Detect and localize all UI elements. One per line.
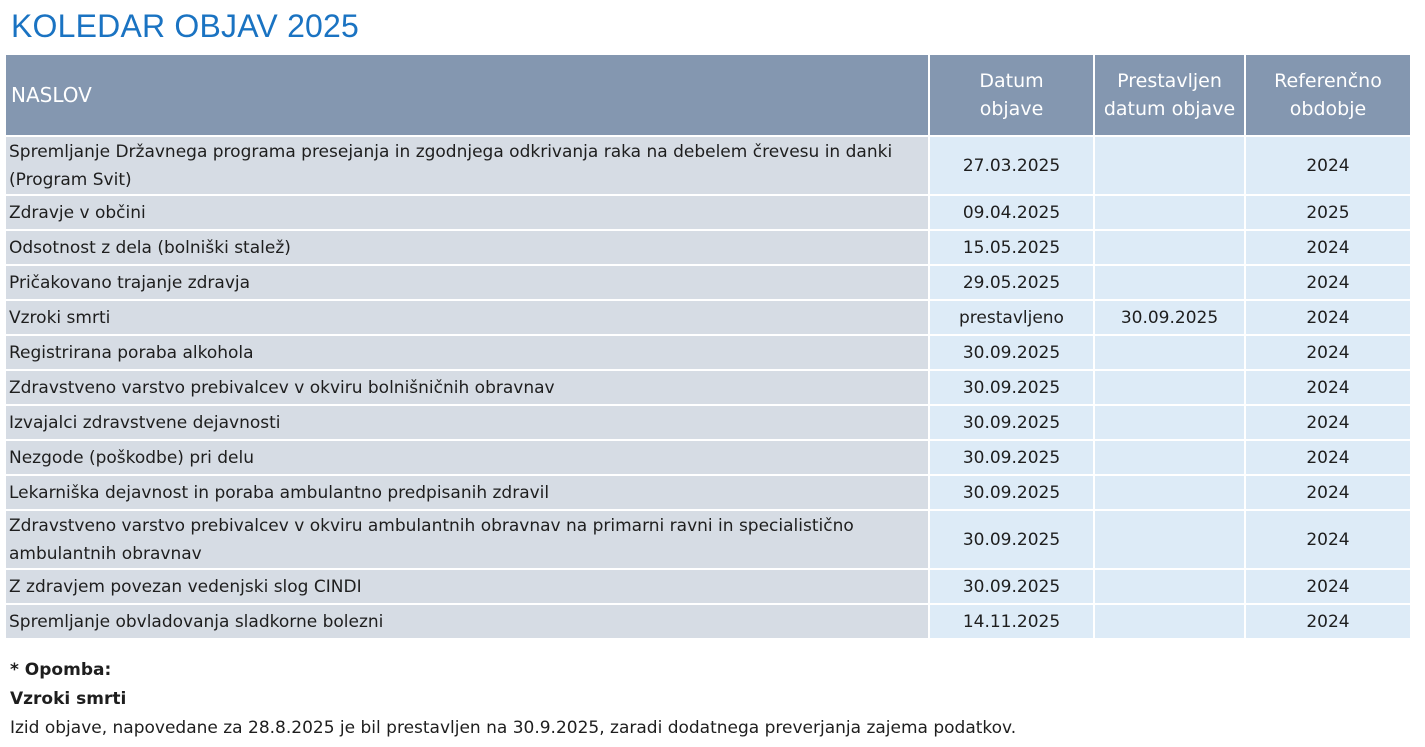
row-publication-date-cell: 29.05.2025 [930, 266, 1095, 301]
row-publication-date-cell: 30.09.2025 [930, 406, 1095, 441]
publication-calendar-table [6, 55, 1412, 640]
column-header-rescheduled-date: Prestavljen datum objave [1095, 55, 1246, 137]
row-rescheduled-date-cell [1095, 266, 1246, 301]
row-publication-date-cell: 30.09.2025 [930, 336, 1095, 371]
row-publication-date-cell: 15.05.2025 [930, 231, 1095, 266]
row-publication-date-cell: 27.03.2025 [930, 137, 1095, 196]
row-reference-period-cell: 2024 [1246, 441, 1412, 476]
row-publication-date-cell: 30.09.2025 [930, 476, 1095, 511]
row-reference-period-cell: 2024 [1246, 336, 1412, 371]
table-row [6, 301, 1412, 336]
column-header-reference-period: Referenčno obdobje [1246, 55, 1412, 137]
row-title-cell: Lekarniška dejavnost in poraba ambulantno predpisanih zdravil [6, 476, 930, 511]
row-publication-date-cell: 14.11.2025 [930, 605, 1095, 640]
table-row [6, 406, 1412, 441]
row-publication-date-cell: 30.09.2025 [930, 570, 1095, 605]
table-row [6, 196, 1412, 231]
row-title-cell: Zdravstveno varstvo prebivalcev v okviru bolnišničnih obravnav [6, 371, 930, 406]
table-row [6, 371, 1412, 406]
row-title-cell: Z zdravjem povezan vedenjski slog CINDI [6, 570, 930, 605]
footnote [10, 656, 1016, 743]
row-reference-period-cell: 2024 [1246, 137, 1412, 196]
row-rescheduled-date-cell [1095, 476, 1246, 511]
footnote-heading: * Opomba: [10, 660, 112, 680]
row-title-cell: Pričakovano trajanje zdravja [6, 266, 930, 301]
row-reference-period-cell: 2024 [1246, 476, 1412, 511]
row-title-cell: Nezgode (poškodbe) pri delu [6, 441, 930, 476]
row-rescheduled-date-cell [1095, 196, 1246, 231]
table-row [6, 476, 1412, 511]
row-reference-period-cell: 2024 [1246, 406, 1412, 441]
table-header-row [6, 55, 1412, 137]
row-rescheduled-date-cell [1095, 336, 1246, 371]
table-row [6, 511, 1412, 570]
table-row [6, 137, 1412, 196]
row-reference-period-cell: 2024 [1246, 570, 1412, 605]
table-row [6, 570, 1412, 605]
row-title-cell: Spremljanje Državnega programa presejanja in zgodnjega odkrivanja raka na debelem črevesu in danki (Program Svit) [6, 137, 930, 196]
row-rescheduled-date-cell [1095, 137, 1246, 196]
table-row [6, 231, 1412, 266]
row-rescheduled-date-cell [1095, 441, 1246, 476]
row-title-cell: Zdravje v občini [6, 196, 930, 231]
column-header-publication-date: Datum objave [930, 55, 1095, 137]
row-reference-period-cell: 2024 [1246, 231, 1412, 266]
row-rescheduled-date-cell: 30.09.2025 [1095, 301, 1246, 336]
row-reference-period-cell: 2024 [1246, 301, 1412, 336]
row-reference-period-cell: 2024 [1246, 511, 1412, 570]
row-rescheduled-date-cell [1095, 406, 1246, 441]
row-rescheduled-date-cell [1095, 511, 1246, 570]
row-publication-date-cell: prestavljeno [930, 301, 1095, 336]
table-row [6, 336, 1412, 371]
footnote-text: Izid objave, napovedane za 28.8.2025 je bil prestavljen na 30.9.2025, zaradi dodatnega preverjanja zajema podatkov. [10, 718, 1017, 738]
row-reference-period-cell: 2024 [1246, 605, 1412, 640]
row-publication-date-cell: 30.09.2025 [930, 511, 1095, 570]
row-publication-date-cell: 09.04.2025 [930, 196, 1095, 231]
page-title: KOLEDAR OBJAV 2025 [11, 8, 360, 44]
row-publication-date-cell: 30.09.2025 [930, 441, 1095, 476]
table-row [6, 441, 1412, 476]
table-row [6, 605, 1412, 640]
row-rescheduled-date-cell [1095, 231, 1246, 266]
row-title-cell: Odsotnost z dela (bolniški stalež) [6, 231, 930, 266]
row-title-cell: Izvajalci zdravstvene dejavnosti [6, 406, 930, 441]
table-row [6, 266, 1412, 301]
footnote-subject: Vzroki smrti [10, 689, 127, 709]
row-reference-period-cell: 2024 [1246, 266, 1412, 301]
row-title-cell: Registrirana poraba alkohola [6, 336, 930, 371]
row-title-cell: Vzroki smrti [6, 301, 930, 336]
row-publication-date-cell: 30.09.2025 [930, 371, 1095, 406]
row-reference-period-cell: 2024 [1246, 371, 1412, 406]
row-reference-period-cell: 2025 [1246, 196, 1412, 231]
row-title-cell: Spremljanje obvladovanja sladkorne bolezni [6, 605, 930, 640]
row-rescheduled-date-cell [1095, 371, 1246, 406]
row-rescheduled-date-cell [1095, 570, 1246, 605]
row-rescheduled-date-cell [1095, 605, 1246, 640]
row-title-cell: Zdravstveno varstvo prebivalcev v okviru ambulantnih obravnav na primarni ravni in specialistično ambulantnih obravnav [6, 511, 930, 570]
column-header-title: NASLOV [6, 55, 930, 137]
